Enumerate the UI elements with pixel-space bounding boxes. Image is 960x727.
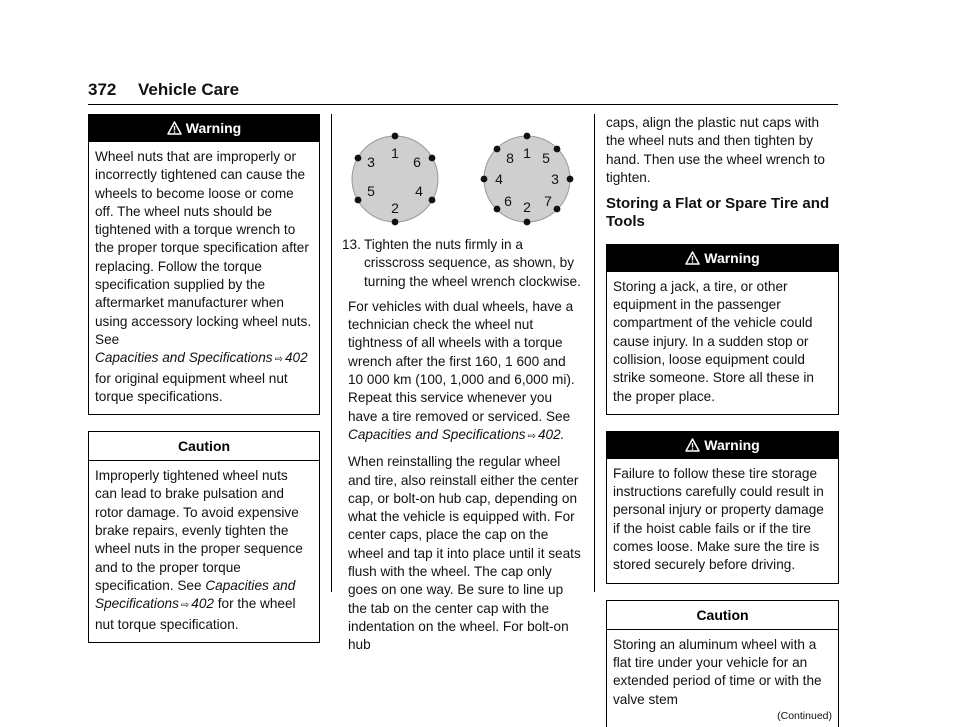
page-number: 372 — [88, 80, 117, 99]
lug-nut — [355, 197, 362, 204]
lug-nut — [567, 176, 574, 183]
lug-nut — [524, 133, 531, 140]
step-number: 13. — [342, 237, 361, 252]
caution-body — [89, 461, 319, 642]
lug-label: 2 — [523, 199, 531, 215]
lug-nut — [429, 197, 436, 204]
warning-title: Warning — [185, 120, 242, 136]
storing-heading: Storing a Flat or Spare Tire and Tools — [606, 195, 830, 231]
lug-nut — [392, 219, 399, 226]
lug-label: 4 — [415, 183, 423, 199]
warning-box — [88, 114, 320, 415]
header-rule — [88, 104, 838, 105]
lug-label: 1 — [523, 145, 531, 161]
six-lug-wheel — [352, 133, 438, 226]
lug-nut — [494, 146, 501, 153]
warning-triangle-icon — [167, 121, 182, 135]
caution-body — [607, 630, 838, 727]
wheel-diagrams — [342, 114, 582, 236]
hoist-warning-box — [606, 431, 839, 584]
page-ref-arrow-icon: ⇨ — [527, 430, 536, 442]
dual-wheels-paragraph — [342, 298, 582, 446]
continued-label: (Continued) — [777, 709, 832, 722]
warning-title: Warning — [704, 436, 760, 453]
caution-ref-after: for the wheel nut torque specification. — [95, 596, 296, 632]
dual-wheels-text: For vehicles with dual wheels, have a technician check the wheel nut tightness of all wheels with a torque wrench after the first 160, 1 600 and 10 000 km (100, 1,000 and 6,000 mi). Repeat this service whenever you have a tire removed or serviced. See — [348, 298, 575, 424]
lug-label: 5 — [367, 183, 375, 199]
lug-label: 8 — [506, 150, 514, 166]
lug-nut — [481, 176, 488, 183]
lug-nut-sequence-diagram — [342, 114, 582, 236]
lug-label: 3 — [367, 154, 375, 170]
column-2 — [342, 114, 582, 662]
lug-nut — [429, 155, 436, 162]
warning-ref-after: for original equipment wheel nut torque specifications. — [95, 370, 288, 404]
warning-title: Warning — [704, 249, 760, 266]
step-text: Tighten the nuts firmly in a crisscross sequence, as shown, by turning the wheel wrench clockwise. — [364, 237, 581, 289]
lug-label: 3 — [551, 171, 559, 187]
lug-label: 6 — [504, 193, 512, 209]
lug-label: 5 — [542, 150, 550, 166]
caution-ref-link[interactable]: Capacities and Specifications — [95, 577, 296, 612]
lug-label: 6 — [413, 154, 421, 170]
lug-label: 1 — [391, 145, 399, 161]
lug-nut — [554, 206, 561, 213]
page-ref-arrow-icon: ⇨ — [274, 354, 283, 366]
column-1 — [88, 114, 320, 643]
lug-nut — [494, 206, 501, 213]
column-divider-2 — [594, 114, 595, 592]
caution-header: Caution — [89, 432, 319, 461]
caution-box — [88, 431, 320, 643]
page-ref-arrow-icon: ⇨ — [180, 600, 190, 612]
hubcap-paragraph: caps, align the plastic nut caps with the wheel nuts and then tighten by hand. Then use the wheel wrench to tighten. — [606, 115, 825, 185]
page-header — [88, 80, 838, 106]
warning-header — [89, 115, 319, 142]
para1-ref-page[interactable]: 402. — [537, 426, 565, 442]
warning-ref-link[interactable]: Capacities and Specifications — [95, 350, 273, 366]
warning-triangle-icon — [685, 438, 700, 452]
warning-header — [607, 432, 838, 459]
section-title: Vehicle Care — [138, 80, 240, 99]
para1-ref-link[interactable]: Capacities and Specifications — [348, 426, 526, 442]
column-3 — [606, 114, 839, 727]
lug-label: 4 — [495, 171, 503, 187]
lug-nut — [524, 219, 531, 226]
reinstall-paragraph: When reinstalling the regular wheel and tire, also reinstall either the center cap, or bolt-on hub cap, depending on what the vehicle is equipped with. For center caps, place the cap on the wheel and tap it into place until it seats flush with the wheel. The cap only goes on one way. Be sure to line up the tab on the center cap with the indentation on the wheel. For bolt-on hub — [348, 454, 581, 653]
caution-header: Caution — [607, 601, 838, 630]
caution-ref-page[interactable]: 402 — [191, 596, 214, 612]
aluminum-caution-box — [606, 600, 839, 727]
storage-warning-box — [606, 244, 839, 415]
lug-label: 2 — [391, 200, 399, 216]
caution-text: Storing an aluminum wheel with a flat tire under your vehicle for an extended period of time or with the valve stem — [613, 636, 822, 707]
lug-nut — [392, 133, 399, 140]
column-divider-1 — [331, 114, 332, 592]
warning-ref-page[interactable]: 402 — [284, 350, 308, 366]
warning-text: Wheel nuts that are improperly or incorrectly tightened can cause the wheels to become loose or come off. The wheel nuts should be tightened with a torque wrench to the proper torque specification after replacing. Follow the torque specification supplied by the aftermarket manufacturer when using accessory locking wheel nuts. See — [95, 149, 312, 347]
warning-triangle-icon — [685, 251, 700, 265]
lug-nut — [355, 155, 362, 162]
warning-body: Storing a jack, a tire, or other equipment in the passenger compartment of the vehicle could cause injury. In a sudden stop or collision, loose equipment could strike someone. Store all these in the proper place. — [613, 278, 814, 404]
warning-header — [607, 245, 838, 272]
warning-body: Failure to follow these tire storage instructions carefully could result in personal injury or property damage if the hoist cable fails or if the tire comes loose. Make sure the tire is stored securely before driving. — [613, 465, 824, 573]
lug-nut — [554, 146, 561, 153]
caution-text: Improperly tightened wheel nuts can lead to brake pulsation and rotor damage. To avoid expensive brake repairs, evenly tighten the wheel nuts in the proper sequence and to the proper torque specification. See — [95, 468, 303, 593]
step-13 — [342, 236, 582, 291]
eight-lug-wheel — [481, 133, 574, 226]
warning-body — [89, 142, 319, 414]
lug-label: 7 — [544, 193, 552, 209]
